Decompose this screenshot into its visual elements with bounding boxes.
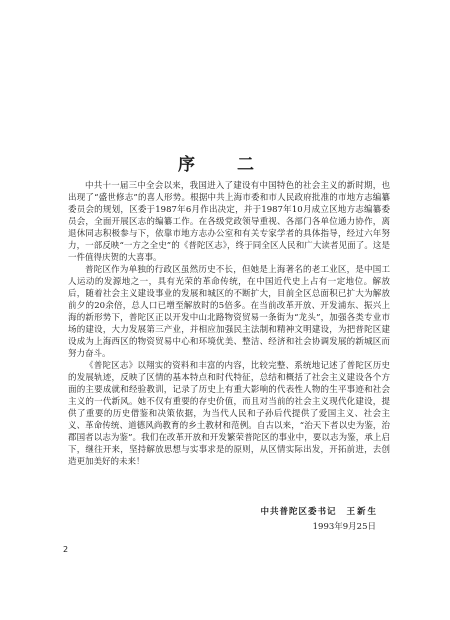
page-number: 2 — [63, 545, 69, 554]
signature-line — [260, 505, 378, 520]
signature-date: 1993年9月25日 — [312, 522, 376, 532]
preface-title: 序 二 — [178, 155, 272, 175]
signature-name: 王新生 — [346, 507, 378, 517]
paragraph-1: 中共十一届三中全会以来，我国进入了建设有中国特色的社会主义的新时期，也出现了“盛世修志”的喜人形势。根据中共上海市委和市人民政府批准的市地方志编纂委员会的规划，区委于1987年6月作出决定，并于1987年10月成立区地方志编纂委员会，全面开展区志的编纂工作。在各级党政领导重视、各部门各单位通力协作，离退休同志积极参与下，依靠市地方志办公室和有关专家学者的具体指导，经过六年努力，一部反映“一方之全史”的《普陀区志》，终于同全区人民和广大读者见面了。这是一件值得庆贺的大喜事。 — [68, 181, 390, 263]
signature-affiliation: 中共普陀区委书记 — [260, 507, 337, 517]
paragraph-2: 普陀区作为单独的行政区虽然历史不长，但她是上海著名的老工业区，是中国工人运动的发源地之一，具有光荣的革命传统，在中国近代史上占有一定地位。解放后，随着社会主义建设事业的发展和城区的不断扩大，目前全区总面积已扩大为解放前夕的20余倍，总人口已增至解放时的5倍多。在当前改革开放、开发浦东、振兴上海的新形势下，普陀区正以开发中山北路物资贸易一条街为“龙头”，加强各类专业市场的建设，大力发展第三产业，并相应加强民主法制和精神文明建设，为把普陀区建设成为上海西区的物资贸易中心和环境优美、整洁、经济和社会协调发展的新城区而努力奋斗。 — [68, 265, 390, 359]
paragraph-3: 《普陀区志》以翔实的资料和丰富的内容，比较完整、系统地记述了普陀区历史的发展轨迹，反映了区情的基本特点和时代特征，总结和概括了社会主义建设各个方面的主要成就和经验教训，记录了历史上有重大影响的代表性人物的生平事迹和社会主义的一代新风。她不仅有重要的存史价值，而且对当前的社会主义现代化建设，提供了重要的历史借鉴和决策依据，为当代人民和子孙后代提供了爱国主义、社会主义、革命传统、道德风尚教育的乡土教材和范例。自古以来，“治天下者以史为鉴，治郡国者以志为鉴”。我们在改革开放和开发繁荣普陀区的事业中，要以志为鉴，承上启下，继往开来，坚持解放思想与实事求是的原则，从区情实际出发，开拓前进，去创造更加美好的未来！ — [68, 361, 390, 467]
preface-body — [68, 180, 390, 468]
signature-block — [260, 505, 378, 535]
